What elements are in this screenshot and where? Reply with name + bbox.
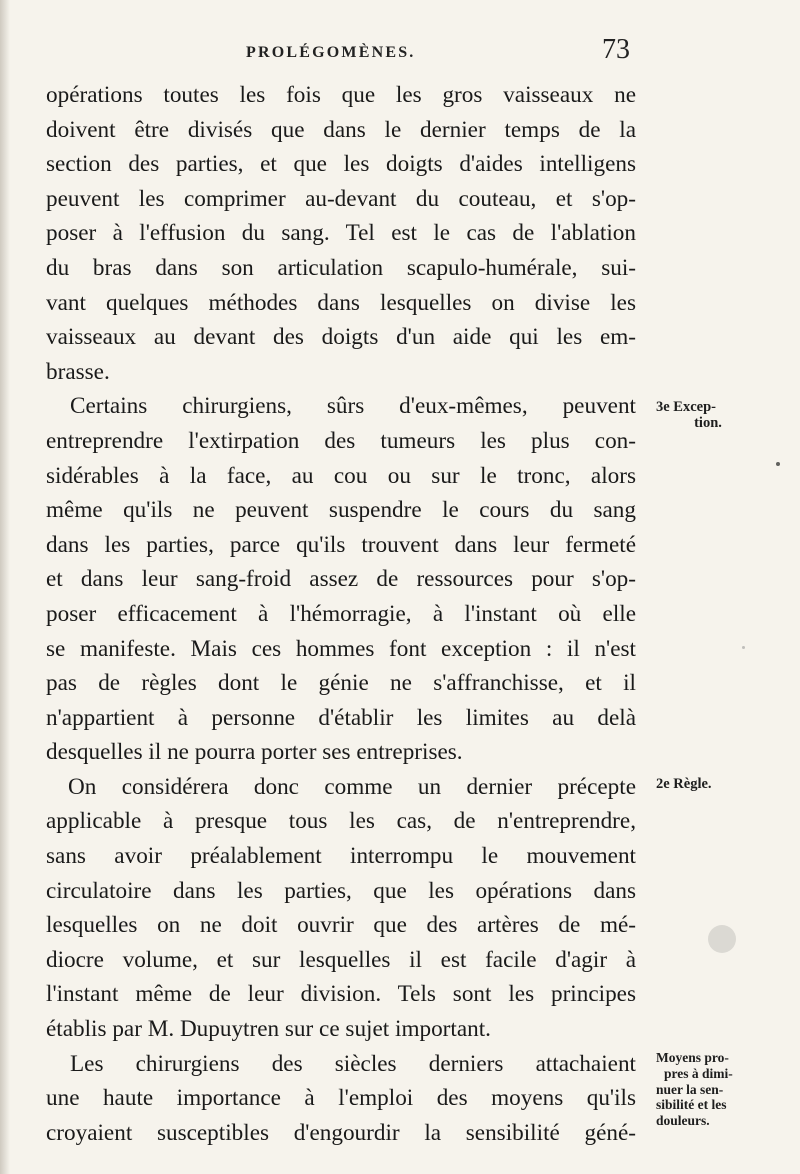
text-line: applicable à presque tous les cas, de n'entreprendre,	[46, 808, 636, 835]
margin-note-rule	[656, 777, 766, 793]
margin-note-line: nuer la sen-	[656, 1081, 724, 1097]
text-line: même qu'ils ne peuvent suspendre le cours du sang	[46, 497, 636, 524]
text-line: diocre volume, et sur lesquelles il est facile d'agir à	[46, 946, 636, 973]
ink-speck	[742, 646, 745, 649]
text-line: section des parties, et que les doigts d'aides intelligens	[46, 151, 636, 178]
text-line: croyaient susceptibles d'engourdir la sensibilité géné-	[46, 1119, 636, 1146]
text-line: opérations toutes les fois que les gros vaisseaux ne	[46, 82, 636, 108]
margin-note-line: sibilité et les	[656, 1097, 727, 1113]
ink-speck	[776, 462, 780, 466]
text-line: poser efficacement à l'hémorragie, à l'instant où elle	[46, 600, 636, 627]
margin-note-line: tion.	[694, 414, 722, 431]
text-line: dans les parties, parce qu'ils trouvent dans leur fermeté	[46, 531, 636, 558]
text-line: vant quelques méthodes dans lesquelles on divise les	[46, 289, 636, 316]
margin-note-means	[656, 1050, 766, 1129]
margin-note-exception	[656, 400, 766, 431]
text-line: pas de règles dont le génie ne s'affranchisse, et il	[46, 670, 636, 697]
text-line: circulatoire dans les parties, que les opérations dans	[46, 877, 636, 904]
body-text	[46, 78, 636, 1150]
page-number: 73	[602, 34, 630, 65]
text-line: vaisseaux au devant des doigts d'un aide qui les em-	[46, 324, 636, 351]
margin-note-line: 3e Excep-	[656, 399, 716, 415]
text-line: se manifeste. Mais ces hommes font exception : il n'est	[46, 635, 636, 662]
text-line: sidérables à la face, au cou ou sur le tronc, alors	[46, 462, 636, 489]
text-line: établis par M. Dupuytren sur ce sujet important.	[46, 1016, 491, 1043]
text-line: et dans leur sang-froid assez de ressources pour s'op-	[46, 566, 636, 593]
text-line: peuvent les comprimer au-devant du couteau, et s'op-	[46, 185, 636, 212]
margin-note-line: pres à dimi-	[664, 1065, 733, 1081]
margin-note-line: douleurs.	[656, 1113, 710, 1129]
text-line: l'instant même de leur division. Tels sont les principes	[46, 981, 636, 1008]
page-gutter-shadow	[0, 0, 10, 1174]
text-line: n'appartient à personne d'établir les limites au delà	[46, 704, 636, 731]
text-line: sans avoir préalablement interrompu le mouvement	[46, 843, 636, 870]
text-line: brasse.	[46, 358, 110, 385]
paragraph-start-line: Les chirurgiens des siècles derniers attachaient	[70, 1050, 636, 1077]
text-line: poser à l'effusion du sang. Tel est le cas de l'ablation	[46, 220, 636, 247]
margin-note-line: 2e Règle.	[656, 776, 712, 792]
text-line: entreprendre l'extirpation des tumeurs les plus con-	[46, 427, 636, 454]
paragraph-start-line: Certains chirurgiens, sûrs d'eux-mêmes, peuvent	[70, 393, 636, 420]
text-line: du bras dans son articulation scapulo-humérale, sui-	[46, 254, 636, 281]
margin-note-line: Moyens pro-	[656, 1050, 729, 1065]
paper-stain	[708, 925, 736, 953]
text-line: doivent être divisés que dans le dernier temps de la	[46, 116, 636, 143]
running-head: PROLÉGOMÈNES.	[246, 44, 416, 61]
text-line: une haute importance à l'emploi des moyens qu'ils	[46, 1085, 636, 1112]
text-line: desquelles il ne pourra porter ses entreprises.	[46, 739, 463, 766]
paragraph-start-line: On considérera donc comme un dernier précepte	[68, 773, 636, 800]
text-line: lesquelles on ne doit ouvrir que des artères de mé-	[46, 912, 636, 939]
